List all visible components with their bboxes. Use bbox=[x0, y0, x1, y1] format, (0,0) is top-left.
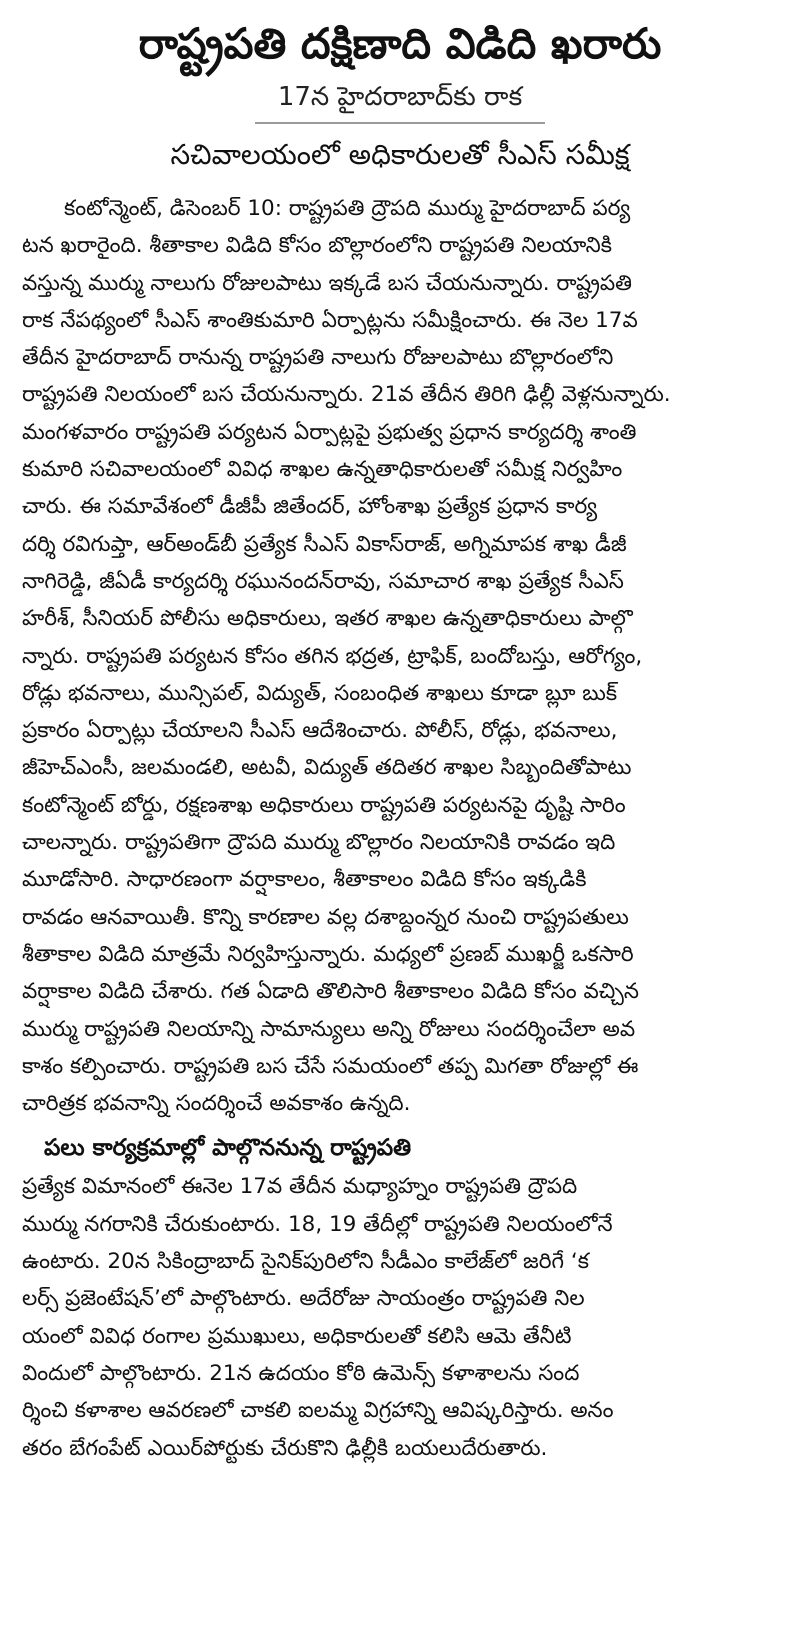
text-line: మూడోసారి. సాధారణంగా వర్షాకాలం, శీతాకాలం విడిది కోసం ఇక్కడికి bbox=[22, 867, 587, 893]
text-line: లర్స్ ప్రజెంటేషన్’లో పాల్గొంటారు. అదేరోజు సాయంత్రం రాష్ట్రపతి నిల bbox=[22, 1286, 585, 1312]
text-line: కంటోన్మెంట్ బోర్డు, రక్షణశాఖ అధికారులు రాష్ట్రపతి పర్యటనపై దృష్టి సారిం bbox=[22, 792, 626, 818]
headline: రాష్ట్రపతి దక్షిణాది విడిది ఖరారు bbox=[138, 19, 662, 68]
text-line: ముర్ము రాష్ట్రపతి నిలయాన్ని సామాన్యులు అన్ని రోజులు సందర్శించేలా అవ bbox=[22, 1016, 636, 1042]
article-paragraph-1 bbox=[22, 190, 778, 1122]
subheadline-arrival: 17న హైదరాబాద్‌కు రాక bbox=[277, 82, 523, 112]
text-line: చారిత్రక భవనాన్ని సందర్శించే అవకాశం ఉన్నది. bbox=[22, 1091, 411, 1117]
article-paragraph-2 bbox=[22, 1168, 778, 1466]
text-line: విందులో పాల్గొంటారు. 21న ఉదయం కోఠి ఉమెన్స్ కళాశాలను సంద bbox=[22, 1360, 580, 1386]
subheadline-review: సచివాలయంలో అధికారులతో సీఎస్ సమీక్ష bbox=[170, 138, 630, 171]
text-line: రోడ్లు భవనాలు, మున్సిపల్, విద్యుత్, సంబంధిత శాఖలు కూడా బ్లూ బుక్ bbox=[22, 680, 618, 706]
text-line: జీహెచ్ఎంసీ, జలమండలి, అటవీ, విద్యుత్ తదితర శాఖల సిబ్బందితోపాటు bbox=[22, 755, 632, 781]
text-line: కంటోన్మెంట్, డిసెంబర్ 10: రాష్ట్రపతి ద్రౌపది ముర్ము హైదరాబాద్ పర్య bbox=[64, 196, 631, 221]
text-line: తరం బేగంపేట్ ఎయిర్‌పోర్టుకు చేరుకొని ఢిల్లీకి బయలుదేరుతారు. bbox=[22, 1435, 548, 1461]
text-line: రాక నేపథ్యంలో సీఎస్ శాంతికుమారి ఏర్పాట్లను సమీక్షించారు. ఈ నెల 17వ bbox=[22, 307, 638, 333]
text-line: యంలో వివిధ రంగాల ప్రముఖులు, అధికారులతో కలిసి ఆమె తేనీటి bbox=[22, 1323, 572, 1349]
text-line: ప్రకారం ఏర్పాట్లు చేయాలని సీఎస్ ఆదేశించారు. పోలీస్, రోడ్లు, భవనాలు, bbox=[22, 718, 618, 744]
text-line: తేదీన హైదరాబాద్ రానున్న రాష్ట్రపతి నాలుగు రోజులపాటు బొల్లారంలోని bbox=[22, 345, 614, 371]
text-line: వర్షాకాల విడిది చేశారు. గత ఏడాది తొలిసారి శీతాకాలం విడిది కోసం వచ్చిన bbox=[22, 979, 639, 1005]
text-line: మంగళవారం రాష్ట్రపతి పర్యటన ఏర్పాట్లపై ప్రభుత్వ ప్రధాన కార్యదర్శి శాంతి bbox=[22, 419, 637, 445]
text-line: న్నారు. రాష్ట్రపతి పర్యటన కోసం తగిన భద్రత, ట్రాఫిక్, బందోబస్తు, ఆరోగ్యం, bbox=[22, 643, 643, 669]
text-line: వస్తున్న ముర్ము నాలుగు రోజులపాటు ఇక్కడే బస చేయనున్నారు. రాష్ట్రపతి bbox=[22, 270, 633, 296]
text-line: శీతాకాల విడిది మాత్రమే నిర్వహిస్తున్నారు. మధ్యలో ప్రణబ్ ముఖర్జీ ఒకసారి bbox=[22, 941, 634, 967]
text-line: దర్శి రవిగుప్తా, ఆర్అండ్‌బీ ప్రత్యేక సీఎస్ వికాస్‌రాజ్, అగ్నిమాపక శాఖ డీజీ bbox=[22, 531, 627, 557]
section-subhead: పలు కార్యక్రమాల్లో పాల్గొననున్న రాష్ట్రపతి bbox=[44, 1135, 412, 1162]
divider bbox=[255, 122, 545, 124]
text-line: కాశం కల్పించారు. రాష్ట్రపతి బస చేసే సమయంలో తప్ప మిగతా రోజుల్లో ఈ bbox=[22, 1053, 639, 1079]
text-line: చారు. ఈ సమావేశంలో డీజీపీ జితేందర్, హోంశాఖ ప్రత్యేక ప్రధాన కార్య bbox=[22, 494, 598, 520]
text-line: హరీశ్, సీనియర్ పోలీసు అధికారులు, ఇతర శాఖల ఉన్నతాధికారులు పాల్గొ bbox=[22, 606, 633, 632]
text-line: రావడం ఆనవాయితీ. కొన్ని కారణాల వల్ల దశాబ్దంన్నర నుంచి రాష్ట్రపతులు bbox=[22, 904, 629, 930]
text-line: ఉంటారు. 20న సికింద్రాబాద్ సైనిక్‌పురిలోని సీడీఎం కాలేజ్‌లో జరిగే ‘క bbox=[22, 1249, 589, 1275]
text-line: రాష్ట్రపతి నిలయంలో బస చేయనున్నారు. 21వ తేదీన తిరిగి ఢిల్లీ వెళ్లనున్నారు. bbox=[22, 382, 671, 408]
text-line: నాగిరెడ్డి, జీఏడీ కార్యదర్శి రఘునందన్‌రావు, సమాచార శాఖ ప్రత్యేక సీఎస్ bbox=[22, 568, 624, 594]
text-line: ర్శించి కళాశాల ఆవరణలో చాకలి ఐలమ్మ విగ్రహాన్ని ఆవిష్కరిస్తారు. అనం bbox=[22, 1398, 614, 1424]
text-line: కుమారి సచివాలయంలో వివిధ శాఖల ఉన్నతాధికారులతో సమీక్ష నిర్వహిం bbox=[22, 457, 623, 483]
text-line: ప్రత్యేక విమానంలో ఈనెల 17వ తేదీన మధ్యాహ్నం రాష్ట్రపతి ద్రౌపది bbox=[22, 1174, 578, 1200]
text-line: టన ఖరారైంది. శీతాకాల విడిది కోసం బొల్లారంలోని రాష్ట్రపతి నిలయానికి bbox=[22, 233, 612, 259]
text-line: చాలన్నారు. రాష్ట్రపతిగా ద్రౌపది ముర్ము బొల్లారం నిలయానికి రావడం ఇది bbox=[22, 830, 616, 856]
text-line: ముర్ము నగరానికి చేరుకుంటారు. 18, 19 తేదీల్లో రాష్ట్రపతి నిలయంలోనే bbox=[22, 1211, 613, 1237]
